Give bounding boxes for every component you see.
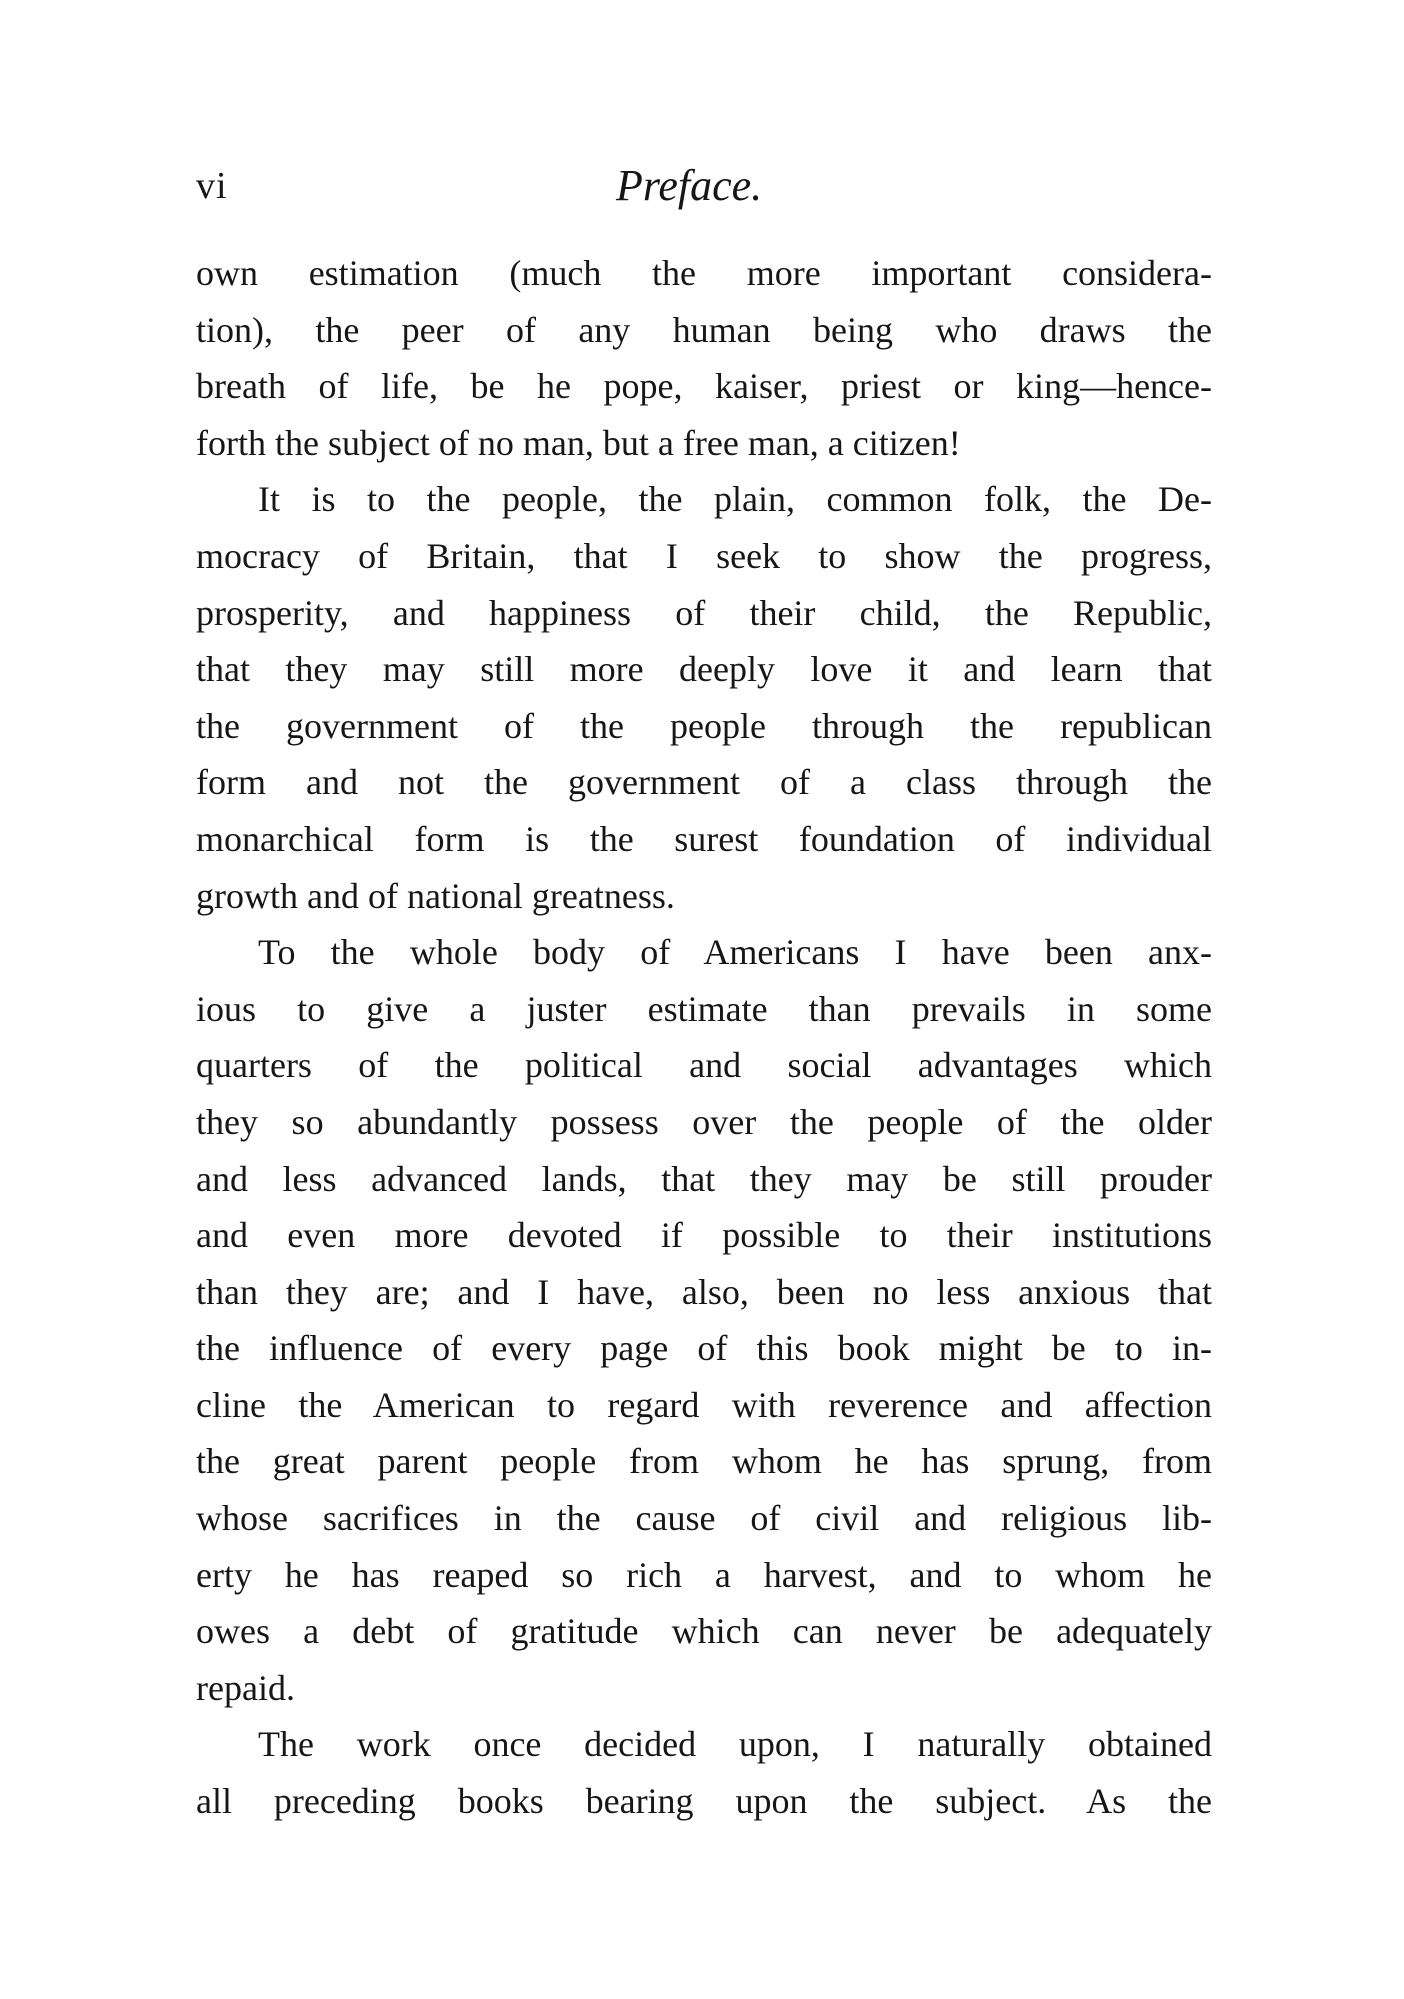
text-line: monarchical form is the surest foundation of individual [196, 818, 1212, 859]
text-line: erty he has reaped so rich a harvest, and to whom he [196, 1554, 1212, 1595]
text-line: whose sacrifices in the cause of civil and religious lib- [196, 1498, 1212, 1539]
text-line: ious to give a juster estimate than prevails in some [196, 988, 1212, 1029]
text-line: quarters of the political and social advantages which [196, 1045, 1212, 1086]
text-line: the great parent people from whom he has sprung, from [196, 1441, 1212, 1482]
running-title: Preface. [616, 161, 763, 210]
text-line: tion), the peer of any human being who draws the [196, 309, 1212, 350]
text-line: the government of the people through the republican [196, 705, 1212, 746]
text-line: growth and of national greatness. [196, 875, 675, 916]
body-text [196, 245, 1212, 1830]
running-head [196, 156, 1212, 216]
text-line: The work once decided upon, I naturally obtained [258, 1724, 1212, 1765]
text-line: It is to the people, the plain, common folk, the De- [258, 479, 1212, 520]
text-line: and less advanced lands, that they may be still prouder [196, 1158, 1212, 1199]
text-line: all preceding books bearing upon the subject. As the [196, 1781, 1212, 1822]
text-line: owes a debt of gratitude which can never be adequately [196, 1611, 1212, 1652]
text-line: repaid. [196, 1667, 295, 1708]
page-number: vi [196, 165, 228, 207]
text-line: the influence of every page of this book might be to in- [196, 1328, 1212, 1369]
text-line: that they may still more deeply love it and learn that [196, 649, 1212, 690]
text-line: breath of life, be he pope, kaiser, priest or king—hence- [196, 366, 1212, 407]
text-line: than they are; and I have, also, been no less anxious that [196, 1271, 1212, 1312]
text-line: mocracy of Britain, that I seek to show the progress, [196, 535, 1212, 576]
text-line: own estimation (much the more important considera- [196, 253, 1212, 293]
text-line: forth the subject of no man, but a free man, a citizen! [196, 422, 961, 463]
text-line: prosperity, and happiness of their child, the Republic, [196, 592, 1212, 633]
text-line: To the whole body of Americans I have been anx- [258, 932, 1212, 973]
text-line: form and not the government of a class through the [196, 762, 1212, 803]
text-line: cline the American to regard with reverence and affection [196, 1384, 1212, 1425]
text-line: they so abundantly possess over the people of the older [196, 1101, 1212, 1142]
text-line: and even more devoted if possible to their institutions [196, 1215, 1212, 1256]
